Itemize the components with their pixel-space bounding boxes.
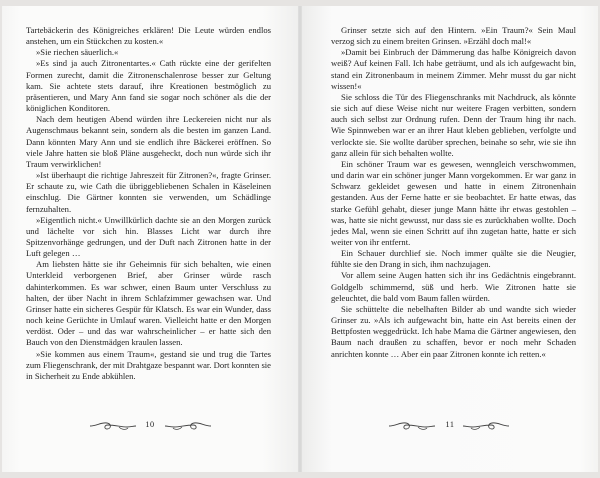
page-number-left: 10 [145,420,155,429]
paragraph: »Es sind ja auch Zitronentartes.« Cath rückte eine der gerifelten Formen zurecht, damit die Zitronenschalenrose besser zur Geltung kam. Sie achtete stets darauf, ihre Kreationen bestmöglich zu präsentieren, und Mary Ann fand sie sogar noch schöner als die der königlichen Konditoren. [26,58,271,114]
paragraph: Ein Schauer durchlief sie. Noch immer quälte sie die Neugier, fühlte sie den Drang in sich, ihm nachzujagen. [331,248,576,270]
paragraph: »Eigentlich nicht.« Unwillkürlich dachte sie an den Morgen zurück und lächelte vor sich hin. Blasses Licht war durch ihre Spitzenvorhänge gedrungen, und der Duft nach Zitronen hatte in der Luft gelegen … [26,214,271,259]
paragraph: Sie schüttelte die nebelhaften Bilder ab und wandte sich wieder Grinser zu. »Als ich aufgewacht bin, hatte ein Ast bereits einen der Bettpfosten weggedrückt. Ich habe Mama die Gärtner angewiesen, den Baum nach draußen zu schaffen, bevor er noch mehr Schaden anrichten konnte … Aber ein paar Zitronen konnte ich retten.« [331,303,576,359]
paragraph: Sie schloss die Tür des Fliegenschranks mit Nachdruck, als könnte sie sich auf diese Weise nicht nur weitere Fragen verbitten, sondern auch sich selbst zur Ordnung rufen. Denn der Traum hing ihr nach. Wie Spinnweben war er an ihrer Haut kleben geblieben, verfolgte und verlockte sie. Sie wollte darüber sprechen, beinahe so sehr, wie sie ihn ganz allein für sich behalten wollte. [331,91,576,158]
right-flourish-icon [164,419,212,433]
paragraph: »Ist überhaupt die richtige Jahreszeit für Zitronen?«, fragte Grinser. Er schaute zu, wie Cath die übriggebliebenen Schalen in Käseleinen einschlug. Die Gärtner konnten sie verwenden, um Schädlinge fernzuhalten. [26,170,271,214]
right-page [302,6,598,472]
paragraph: »Sie riechen säuerlich.« [36,47,119,58]
paragraph: Grinser setzte sich auf den Hintern. »Ein Traum?« Sein Maul verzog sich zu einem breiten Grinsen. »Erzähl doch mal!« [331,25,576,47]
paragraph: Tartebäckerin des Königreiches erklären! Die Leute würden endlos anstehen, um ein Stückchen zu kosten.« [26,25,271,47]
paragraph: Am liebsten hätte sie ihr Geheimnis für sich behalten, wie einen Unterkleid verborgenen Brief, aber Grinser würde rasch dahinterkommen. Es war schwer, einen Baum unter Verschluss zu halten, der über Nacht in ihrem Schlafzimmer gewachsen war. Und Grinser hatte ein sicheres Gespür für Klatsch. Es war ein Wunder, dass noch keine Gerüchte in Umlauf waren. Vielleicht hatte er den Morgen verdöst. Oder – und das war wahrscheinlicher – er hatte sich den Bauch von den Dienstmädgen kraulen lassen. [26,259,271,348]
paragraph: Vor allem seine Augen hatten sich ihr ins Gedächtnis eingebrannt. Goldgelb schimmernd, süß und herb. Wie Zitronen hatte sie geleuchtet, die bald vom Baum fallen würden. [331,270,576,303]
paragraph: Nach dem heutigen Abend würden ihre Leckereien nicht nur als Augenschmaus bekannt sein, sondern als die besten im ganzen Land. Dann könnten Mary Ann und sie endlich ihre Bäckerei eröffnen. So viele Jahre hatten sie bloß Pläne ausgeheckt, doch nun würde sich ihr Traum verwirklichen! [26,114,271,169]
page-number-right: 11 [445,420,455,429]
paragraph: »Damit bei Einbruch der Dämmerung das halbe Königreich davon weiß? Auf keinen Fall. Ich habe geträumt, und als ich aufgewacht bin, stand ein Zitronenbaum in meinem Zimmer. Mehr musst du gar nicht wissen!« [331,47,576,91]
paragraph: Ein schöner Traum war es gewesen, wenngleich verschwommen, und darin war ein schöner junger Mann vorgekommen. Er war ganz in Schwarz gekleidet gewesen und hatte in einem Zitronenhain gestanden. Aus der Ferne hatte er sie beobachtet. Er hatte etwas, das starke Gefühl gehabt, dieser junge Mann hätte ihr etwas gestohlen – was, hatte sie nicht gewusst, nur dass sie es zurückhaben wollte. Doch jedes Mal, wenn sie einen Schritt auf ihn zugetan hatte, hatte er sich weiter von ihr entfernt. [331,158,576,247]
right-flourish-icon [462,419,510,433]
right-page-text [331,25,576,360]
paragraph: »Sie kommen aus einem Traum«, gestand sie und trug die Tartes zum Fliegenschrank, der mit Drahtgaze bespannt war. Dort konnten sie in Sicherheit zu Ende abkühlen. [26,348,271,381]
page-footer [302,417,598,437]
left-page [2,6,298,472]
left-page-text [26,25,271,382]
page-footer [2,417,298,437]
